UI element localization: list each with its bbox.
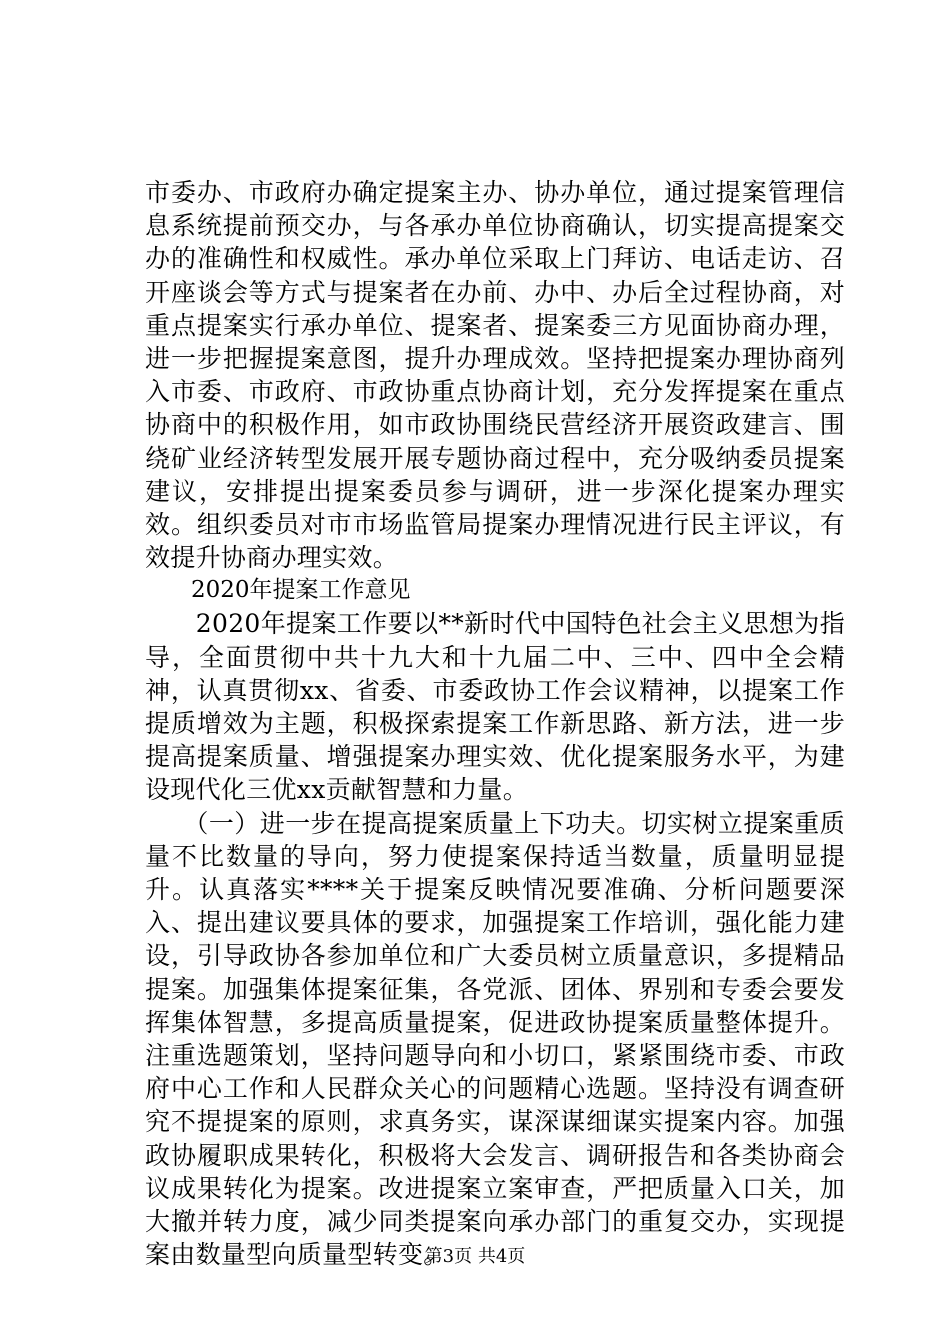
document-body [145, 176, 845, 1272]
paragraph-section-one: （一）进一步在提高提案质量上下功夫。切实树立提案重质量不比数量的导向，努力使提案保持适当数量，质量明显提升。认真落实****关于提案反映情况要准确、分析问题要深入、提出建议要具体的要求，加强提案工作培训，强化能力建设，引导政协各参加单位和广大委员树立质量意识，多提精品提案。加强集体提案征集，各党派、团体、界别和专委会要发挥集体智慧，多提高质量提案，促进政协提案质量整体提升。注重选题策划，坚持问题导向和小切口，紧紧围绕市委、市政府中心工作和人民群众关心的问题精心选题。坚持没有调查研究不提提案的原则，求真务实，谋深谋细谋实提案内容。加强政协履职成果转化，积极将大会发言、调研报告和各类协商会议成果转化为提案。改进提案立案审查，严把质量入口关，加大撤并转力度，减少同类提案向承办部门的重复交办，实现提案由数量型向质量型转变。 [145, 808, 845, 1270]
paragraph-intro: 市委办、市政府办确定提案主办、协办单位，通过提案管理信息系统提前预交办，与各承办单位协商确认，切实提高提案交办的准确性和权威性。承办单位采取上门拜访、电话走访、召开座谈会等方式与提案者在办前、办中、办后全过程协商，对重点提案实行承办单位、提案者、提案委三方见面协商办理，进一步把握提案意图，提升办理成效。坚持把提案办理协商列入市委、市政府、市政协重点协商计划，充分发挥提案在重点协商中的积极作用，如市政协围绕民营经济开展资政建言、围绕矿业经济转型发展开展专题协商过程中，充分吸纳委员提案建议，安排提出提案委员参与调研，进一步深化提案办理实效。组织委员对市市场监管局提案办理情况进行民主评议，有效提升协商办理实效。 [145, 178, 845, 573]
page-footer: 第3页 共4页 [424, 1246, 526, 1267]
paragraph-guiding-principle: 2020年提案工作要以**新时代中国特色社会主义思想为指导，全面贯彻中共十九大和十九届二中、三中、四中全会精神，认真贯彻xx、省委、市委政协工作会议精神，以提案工作提质增效为主题，积极探索提案工作新思路、新方法，进一步提高提案质量、增强提案办理实效、优化提案服务水平，为建设现代化三优xx贡献智慧和力量。 [145, 609, 845, 805]
section-heading: 2020年提案工作意见 [145, 577, 411, 604]
